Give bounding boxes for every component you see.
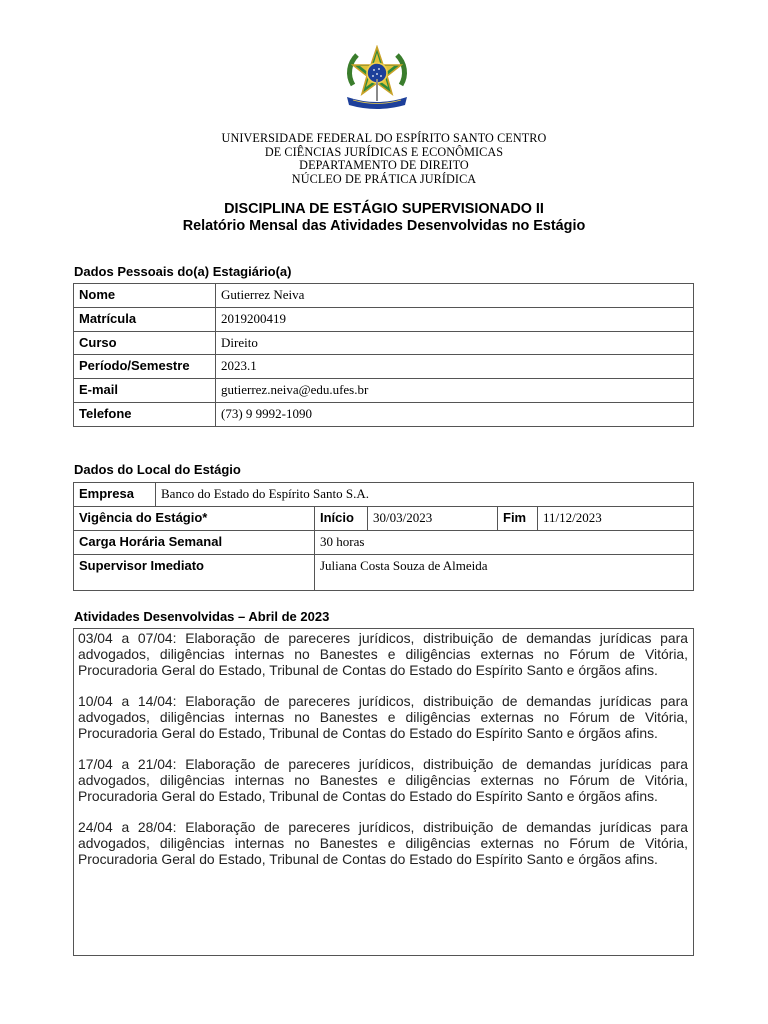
institution-line: DEPARTAMENTO DE DIREITO xyxy=(299,158,469,173)
institution-line: DE CIÊNCIAS JURÍDICAS E ECONÔMICAS xyxy=(264,144,504,159)
table-row xyxy=(74,379,694,403)
registration-label: Matrícula xyxy=(74,307,216,331)
table-row xyxy=(74,284,694,308)
table-row xyxy=(74,531,694,555)
table-row xyxy=(74,507,694,531)
start-value: 30/03/2023 xyxy=(368,507,498,531)
table-row xyxy=(74,483,694,507)
start-label: Início xyxy=(315,507,368,531)
name-value: Gutierrez Neiva xyxy=(216,284,694,308)
end-label: Fim xyxy=(498,507,538,531)
activity-entry: 03/04 a 07/04: Elaboração de pareceres jurídicos, distribuição de demandas jurídicas para advogados, diligências internas no Banestes e diligências externas no Fórum de Vitória, Procuradoria Geral do Estado, Tribunal de Contas do Estado do Espírito Santo e órgãos afins. xyxy=(78,630,688,678)
period-label: Período/Semestre xyxy=(74,355,216,379)
table-row xyxy=(74,402,694,426)
validity-label: Vigência do Estágio* xyxy=(74,507,315,531)
activities-box xyxy=(73,628,694,956)
activity-entry: 17/04 a 21/04: Elaboração de pareceres jurídicos, distribuição de demandas jurídicas para advogados, diligências internas no Banestes e diligências externas no Fórum de Vitória, Procuradoria Geral do Estado, Tribunal de Contas do Estado do Espírito Santo e órgãos afins. xyxy=(78,756,688,804)
company-label: Empresa xyxy=(74,483,156,507)
course-label: Curso xyxy=(74,331,216,355)
institution-header xyxy=(0,132,768,186)
end-value: 11/12/2023 xyxy=(538,507,694,531)
personal-data-table xyxy=(73,283,694,427)
table-row xyxy=(74,307,694,331)
registration-value: 2019200419 xyxy=(216,307,694,331)
course-value: Direito xyxy=(216,331,694,355)
table-row xyxy=(74,555,694,591)
internship-data-table xyxy=(73,482,694,591)
institution-line: UNIVERSIDADE FEDERAL DO ESPÍRITO SANTO CENTRO xyxy=(221,131,547,145)
table-row xyxy=(74,331,694,355)
weekly-hours-value: 30 horas xyxy=(315,531,694,555)
supervisor-label: Supervisor Imediato xyxy=(74,555,315,591)
email-label: E-mail xyxy=(74,379,216,403)
document-title: DISCIPLINA DE ESTÁGIO SUPERVISIONADO II xyxy=(224,201,544,217)
document-titles xyxy=(0,201,768,235)
institution-line: NÚCLEO DE PRÁTICA JURÍDICA xyxy=(291,171,477,186)
activities-section-heading: Atividades Desenvolvidas – Abril de 2023 xyxy=(74,609,330,624)
activity-entry: 24/04 a 28/04: Elaboração de pareceres jurídicos, distribuição de demandas jurídicas para advogados, diligências internas no Banestes e diligências externas no Fórum de Vitória, Procuradoria Geral do Estado, Tribunal de Contas do Estado do Espírito Santo e órgãos afins. xyxy=(78,819,688,867)
name-label: Nome xyxy=(74,284,216,308)
internship-section-heading: Dados do Local do Estágio xyxy=(74,462,241,477)
document-subtitle: Relatório Mensal das Atividades Desenvolvidas no Estágio xyxy=(182,218,586,234)
email-value: gutierrez.neiva@edu.ufes.br xyxy=(216,379,694,403)
supervisor-value: Juliana Costa Souza de Almeida xyxy=(315,555,694,591)
company-value: Banco do Estado do Espírito Santo S.A. xyxy=(156,483,694,507)
period-value: 2023.1 xyxy=(216,355,694,379)
phone-value: (73) 9 9992-1090 xyxy=(216,402,694,426)
personal-section-heading: Dados Pessoais do(a) Estagiário(a) xyxy=(74,264,292,279)
table-row xyxy=(74,355,694,379)
weekly-hours-label: Carga Horária Semanal xyxy=(74,531,315,555)
phone-label: Telefone xyxy=(74,402,216,426)
coat-of-arms-icon xyxy=(343,45,411,113)
activity-entry: 10/04 a 14/04: Elaboração de pareceres jurídicos, distribuição de demandas jurídicas para advogados, diligências internas no Banestes e diligências externas no Fórum de Vitória, Procuradoria Geral do Estado, Tribunal de Contas do Estado do Espírito Santo e órgãos afins. xyxy=(78,693,688,741)
